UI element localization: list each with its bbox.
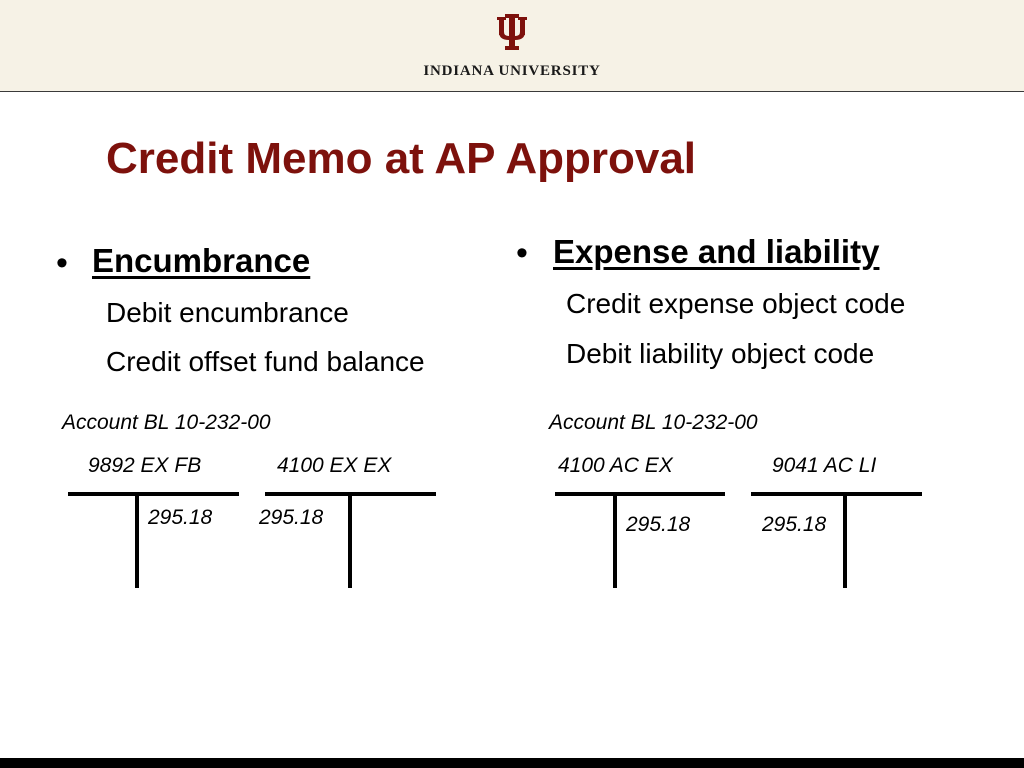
university-name: INDIANA UNIVERSITY	[423, 63, 601, 79]
right-line-2: Debit liability object code	[566, 338, 875, 369]
right-account-label: Account BL 10-232-00	[549, 411, 758, 434]
right-taccount-1-divider	[613, 492, 617, 588]
left-taccount-1-label: 9892 EX FB	[88, 454, 202, 477]
expense-liability-heading: Expense and liability	[553, 233, 880, 270]
left-taccount-2-amount: 295.18	[259, 506, 324, 529]
left-taccount-1-divider	[135, 492, 139, 588]
right-taccount-1-amount: 295.18	[626, 513, 691, 536]
right-taccount-2-amount: 295.18	[762, 513, 827, 536]
iu-trident-logo-icon	[496, 14, 528, 50]
left-line-1: Debit encumbrance	[106, 297, 349, 328]
left-account-label: Account BL 10-232-00	[62, 411, 271, 434]
slide-title: Credit Memo at AP Approval	[106, 134, 697, 183]
bullet-dot: •	[56, 244, 68, 282]
right-taccount-2-top	[751, 492, 922, 496]
left-taccount-1-amount: 295.18	[148, 506, 213, 529]
header-bar	[0, 0, 1024, 92]
right-taccount-2-divider	[843, 492, 847, 588]
left-taccount-2-divider	[348, 492, 352, 588]
right-taccount-1-top	[555, 492, 725, 496]
left-line-2: Credit offset fund balance	[106, 346, 425, 377]
right-line-1: Credit expense object code	[566, 288, 906, 319]
encumbrance-heading: Encumbrance	[92, 242, 311, 279]
left-taccount-2-label: 4100 EX EX	[277, 454, 392, 477]
footer-bar	[0, 758, 1024, 768]
bullet-dot: •	[516, 234, 528, 272]
right-taccount-2-label: 9041 AC LI	[772, 454, 877, 477]
right-taccount-1-label: 4100 AC EX	[558, 454, 673, 477]
left-taccount-1-top	[68, 492, 239, 496]
